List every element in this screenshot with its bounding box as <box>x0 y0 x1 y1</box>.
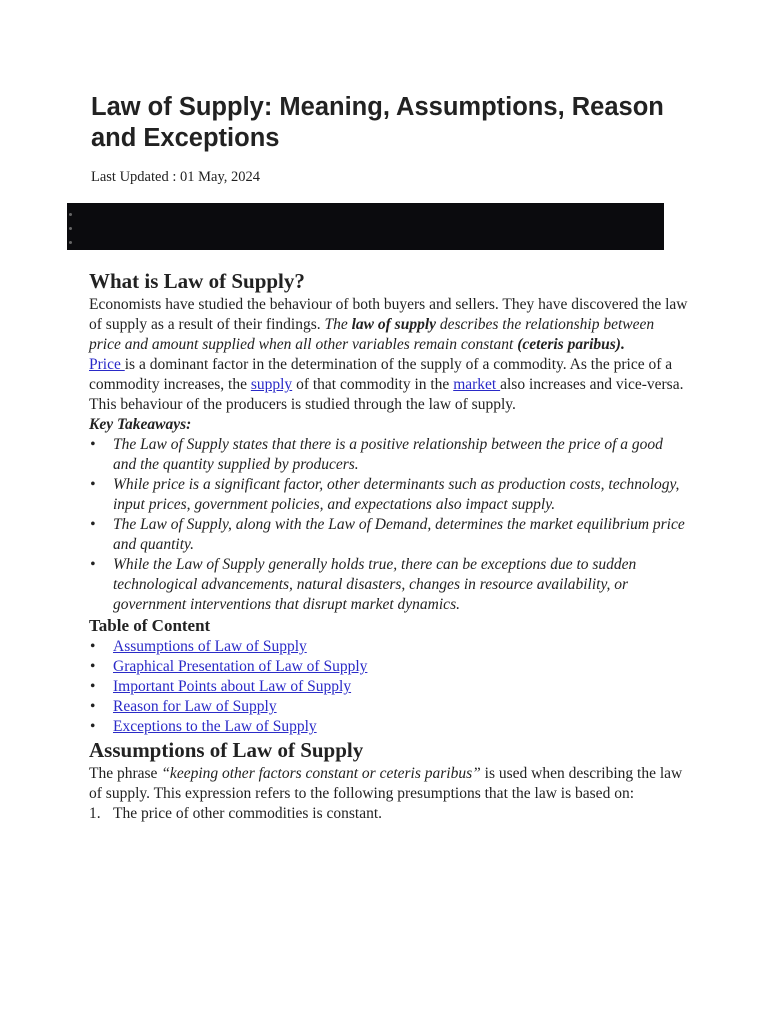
list-item: • The Law of Supply states that there is a positive relationship between the price of a good and the quantity supplied by producers. <box>89 435 689 475</box>
assumptions-quote: “keeping other factors constant or ceteris paribus” <box>161 765 481 782</box>
toc-link-reason[interactable]: Reason for Law of Supply <box>113 698 277 715</box>
supply-link[interactable]: supply <box>250 376 293 393</box>
article-title: Law of Supply: Meaning, Assumptions, Reason and Exceptions <box>91 93 664 152</box>
assumptions-list <box>89 804 689 824</box>
toc-item <box>89 697 689 717</box>
table-of-content-title: Table of Content <box>89 616 211 635</box>
section-heading-assumptions: Assumptions of Law of Supply <box>89 738 364 762</box>
market-link[interactable]: market <box>453 376 501 393</box>
toc-link-exceptions[interactable]: Exceptions to the Law of Supply <box>113 718 317 735</box>
toc-item <box>89 717 689 737</box>
price-text-c: also increases and vice-versa. This behaviour of the producers is studied through the law of supply. <box>89 376 684 413</box>
embedded-media-bar <box>67 203 664 250</box>
toc-link-important-points[interactable]: Important Points about Law of Supply <box>113 678 352 695</box>
bullet-dot-icon <box>69 213 72 216</box>
list-item <box>89 804 689 824</box>
intro-italic-definition: describes the relationship between price and amount supplied when all other variables remain constant <box>89 316 655 353</box>
key-takeaways-label: Key Takeaways: <box>89 416 192 433</box>
list-item: • The Law of Supply, along with the Law of Demand, determines the market equilibrium price and quantity. <box>89 515 689 555</box>
price-text-b: of that commodity in the <box>292 376 454 393</box>
intro-bold-term: law of supply <box>351 316 437 333</box>
price-link[interactable]: Price <box>89 356 125 373</box>
toc-link-assumptions[interactable]: Assumptions of Law of Supply <box>113 638 307 655</box>
table-of-content-list <box>89 637 689 737</box>
bullet-dot-icon <box>69 227 72 230</box>
bullet-dot-icon <box>69 241 72 244</box>
intro-text: Economists have studied the behaviour of both buyers and sellers. They have discovered the law of supply as a result of their findings. <box>89 296 688 333</box>
section-heading-what-is-law-of-supply: What is Law of Supply? <box>89 269 305 293</box>
toc-item <box>89 677 689 697</box>
intro-italic-text: The <box>324 316 352 333</box>
list-number: 1. <box>89 805 101 822</box>
assumptions-paragraph <box>89 764 689 804</box>
list-item: • While price is a significant factor, other determinants such as production costs, technology, input prices, government policies, and expectations also impact supply. <box>89 475 689 515</box>
toc-link-graphical-presentation[interactable]: Graphical Presentation of Law of Supply <box>113 658 368 675</box>
price-paragraph <box>89 355 689 415</box>
article-body <box>89 268 689 824</box>
last-updated-date: Last Updated : 01 May, 2024 <box>91 169 261 185</box>
price-text-a: is a dominant factor in the determination of the supply of a commodity. As the price of a commodity increases, the <box>89 356 673 393</box>
toc-item <box>89 657 689 677</box>
list-item-text: The price of other commodities is constant. <box>113 805 383 822</box>
intro-ceteris-paribus: (ceteris paribus). <box>517 336 625 353</box>
list-item: • While the Law of Supply generally holds true, there can be exceptions due to sudden technological advancements, natural disasters, changes in resource availability, or government interventions that disrupt market dynamics. <box>89 555 689 615</box>
assumptions-text-b: is used when describing the law of supply. This expression refers to the following presumptions that the law is based on: <box>89 765 683 802</box>
assumptions-text-a: The phrase <box>89 765 162 782</box>
intro-paragraph <box>89 295 689 355</box>
toc-item <box>89 637 689 657</box>
key-takeaways-list <box>89 435 689 615</box>
